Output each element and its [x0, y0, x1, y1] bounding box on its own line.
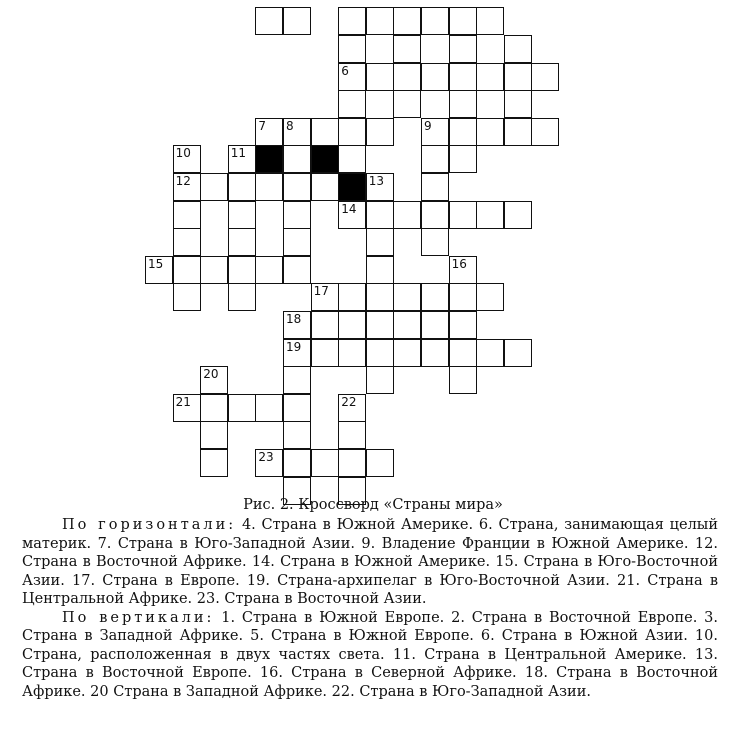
- clue-number: 21: [175, 394, 191, 409]
- crossword-cell: [338, 394, 366, 422]
- crossword-cell: [421, 228, 449, 256]
- crossword-cell: [421, 173, 449, 201]
- crossword-cell: [366, 366, 394, 394]
- crossword-cell: [449, 90, 477, 118]
- crossword-cell: [366, 7, 394, 35]
- crossword-cell: [283, 311, 311, 339]
- clue-number: 6: [341, 63, 349, 78]
- crossword-cell: [173, 256, 201, 284]
- crossword-cell: [311, 118, 339, 146]
- crossword-cell: [200, 449, 228, 477]
- across-clues: [22, 516, 718, 609]
- crossword-cell: [228, 394, 256, 422]
- crossword-cell: [531, 118, 559, 146]
- crossword-cell: [504, 201, 532, 229]
- crossword-cell: [476, 118, 504, 146]
- crossword-cell: [283, 228, 311, 256]
- crossword-cell: [283, 118, 311, 146]
- crossword-cell: [421, 283, 449, 311]
- crossword-cell: [421, 7, 449, 35]
- crossword-cell: [173, 283, 201, 311]
- crossword-cell: [228, 145, 256, 173]
- crossword-cell: [283, 366, 311, 394]
- down-heading: По вертикали:: [62, 609, 215, 626]
- crossword-cell: [173, 145, 201, 173]
- across-heading: По горизонтали:: [62, 517, 237, 533]
- crossword-cell: [338, 118, 366, 146]
- clue-number: 23: [258, 450, 274, 464]
- crossword-cell: [449, 7, 477, 35]
- crossword-cell: [449, 256, 477, 284]
- crossword-cell: [311, 283, 339, 311]
- crossword-cell: [421, 339, 449, 367]
- crossword-cell: [338, 449, 366, 477]
- clue-number: 13: [368, 174, 385, 188]
- crossword-cell: [476, 339, 504, 367]
- crossword-cell: [255, 449, 283, 477]
- crossword-cell: [200, 421, 228, 449]
- crossword-cell: [311, 311, 339, 339]
- down-text: 1. Страна в Южной Европе. 2. Страна в Восточной Европе. 3. Страна в Западной Африке. 5. Страна в Южной Европе. 6. Страна в Южной Азии. 10. Страна, расположенная в двух частях света. 11. Страна в Центральной Америке. 13. Страна в Восточной Европе. 16. Страна в Северной Африке. 18. Страна в Восточной Африке. 20 Страна в Западной Африке. 22. Страна в Юго-Западной Азии.: [22, 609, 718, 700]
- crossword-cell: [504, 35, 532, 63]
- crossword-cell: [449, 118, 477, 146]
- clue-number: 15: [148, 256, 164, 271]
- crossword-cell: [338, 7, 366, 35]
- crossword-cell: [393, 90, 421, 118]
- crossword-cell: [228, 228, 256, 256]
- clue-number: 10: [175, 146, 191, 161]
- crossword-cell: [311, 449, 339, 477]
- crossword-cell: [476, 283, 504, 311]
- crossword-cell: [311, 339, 339, 367]
- clue-number: 12: [175, 174, 191, 188]
- crossword-cell: [366, 118, 394, 146]
- crossword-cell: [255, 118, 283, 146]
- crossword-cell: [393, 339, 421, 367]
- black-cell: [338, 173, 366, 201]
- clue-number: 17: [313, 284, 329, 299]
- crossword-cell: [393, 283, 421, 311]
- crossword-cell: [283, 449, 311, 477]
- crossword-cell: [449, 201, 477, 229]
- crossword-cell: [449, 63, 477, 91]
- crossword-cell: [366, 63, 394, 91]
- crossword-cell: [283, 421, 311, 449]
- crossword-cell: [200, 256, 228, 284]
- crossword-cell: [393, 311, 421, 339]
- crossword-cell: [476, 63, 504, 91]
- crossword-cell: [449, 311, 477, 339]
- crossword-cell: [338, 63, 366, 91]
- crossword-cell: [283, 7, 311, 35]
- clue-number: 8: [286, 118, 294, 133]
- crossword-cell: [173, 228, 201, 256]
- crossword-cell: [255, 173, 283, 201]
- crossword-cell: [421, 311, 449, 339]
- crossword-cell: [393, 35, 421, 63]
- crossword-cell: [173, 201, 201, 229]
- crossword-cell: [338, 311, 366, 339]
- crossword-cell: [228, 283, 256, 311]
- crossword-cell: [504, 118, 532, 146]
- crossword-cell: [449, 145, 477, 173]
- crossword-cell: [421, 201, 449, 229]
- crossword-cell: [504, 90, 532, 118]
- crossword-cell: [255, 256, 283, 284]
- crossword-cell: [504, 63, 532, 91]
- crossword-cell: [283, 145, 311, 173]
- clue-number: 7: [258, 118, 267, 133]
- crossword-cell: [311, 173, 339, 201]
- crossword-cell: [228, 173, 256, 201]
- clue-number: 11: [230, 146, 247, 161]
- crossword-cell: [228, 201, 256, 229]
- down-clues: [22, 609, 718, 702]
- crossword-cell: [504, 339, 532, 367]
- crossword-cell: [173, 394, 201, 422]
- crossword-cell: [393, 63, 421, 91]
- crossword-cell: [476, 7, 504, 35]
- crossword-cell: [283, 256, 311, 284]
- clues-section: [22, 516, 718, 701]
- crossword-cell: [449, 366, 477, 394]
- crossword-cell: [200, 366, 228, 394]
- crossword-cell: [366, 173, 394, 201]
- black-cell: [255, 145, 283, 173]
- clue-number: 18: [286, 312, 302, 326]
- crossword-cell: [366, 283, 394, 311]
- crossword-cell: [338, 421, 366, 449]
- clue-number: 16: [451, 256, 467, 271]
- crossword-cell: [421, 118, 449, 146]
- crossword-cell: [338, 339, 366, 367]
- clue-number: 22: [341, 394, 357, 409]
- crossword-cell: [366, 339, 394, 367]
- crossword-cell: [449, 35, 477, 63]
- crossword-cell: [366, 228, 394, 256]
- crossword-cell: [283, 339, 311, 367]
- crossword-cell: [421, 63, 449, 91]
- crossword-cell: [173, 173, 201, 201]
- crossword-cell: [338, 90, 366, 118]
- crossword-cell: [228, 256, 256, 284]
- crossword-cell: [393, 7, 421, 35]
- crossword-cell: [366, 449, 394, 477]
- crossword-cell: [366, 311, 394, 339]
- clue-number: 9: [424, 118, 432, 133]
- crossword-cell: [255, 394, 283, 422]
- crossword-cell: [145, 256, 173, 284]
- crossword-cell: [338, 35, 366, 63]
- crossword-cell: [476, 201, 504, 229]
- clue-number: 19: [286, 339, 302, 354]
- crossword-cell: [283, 394, 311, 422]
- crossword-cell: [200, 394, 228, 422]
- crossword-cell: [449, 339, 477, 367]
- crossword-cell: [200, 173, 228, 201]
- clue-number: 14: [341, 201, 357, 216]
- black-cell: [311, 145, 339, 173]
- crossword-cell: [393, 201, 421, 229]
- crossword-cell: [531, 63, 559, 91]
- figure-caption: Рис. 2. Кроссворд «Страны мира»: [243, 497, 503, 513]
- crossword-cell: [283, 201, 311, 229]
- crossword-cell: [255, 7, 283, 35]
- crossword-cell: [283, 173, 311, 201]
- crossword-cell: [366, 256, 394, 284]
- clue-number: 20: [203, 367, 219, 382]
- crossword-cell: [421, 145, 449, 173]
- crossword-cell: [449, 283, 477, 311]
- crossword-cell: [366, 201, 394, 229]
- crossword-cell: [338, 201, 366, 229]
- crossword-cell: [338, 145, 366, 173]
- across-text: 4. Страна в Южной Америке. 6. Страна, занимающая целый материк. 7. Страна в Юго-Западной Азии. 9. Владение Франции в Южной Америке. 12. Страна в Восточной Африке. 14. Страна в Южной Америке. 15. Страна в Юго-Восточной Азии. 17. Страна в Европе. 19. Страна-архипелаг в Юго-Восточной Азии. 21. Страна в Центральной Африке. 23. Страна в Восточной Азии.: [22, 517, 718, 607]
- crossword-cell: [338, 283, 366, 311]
